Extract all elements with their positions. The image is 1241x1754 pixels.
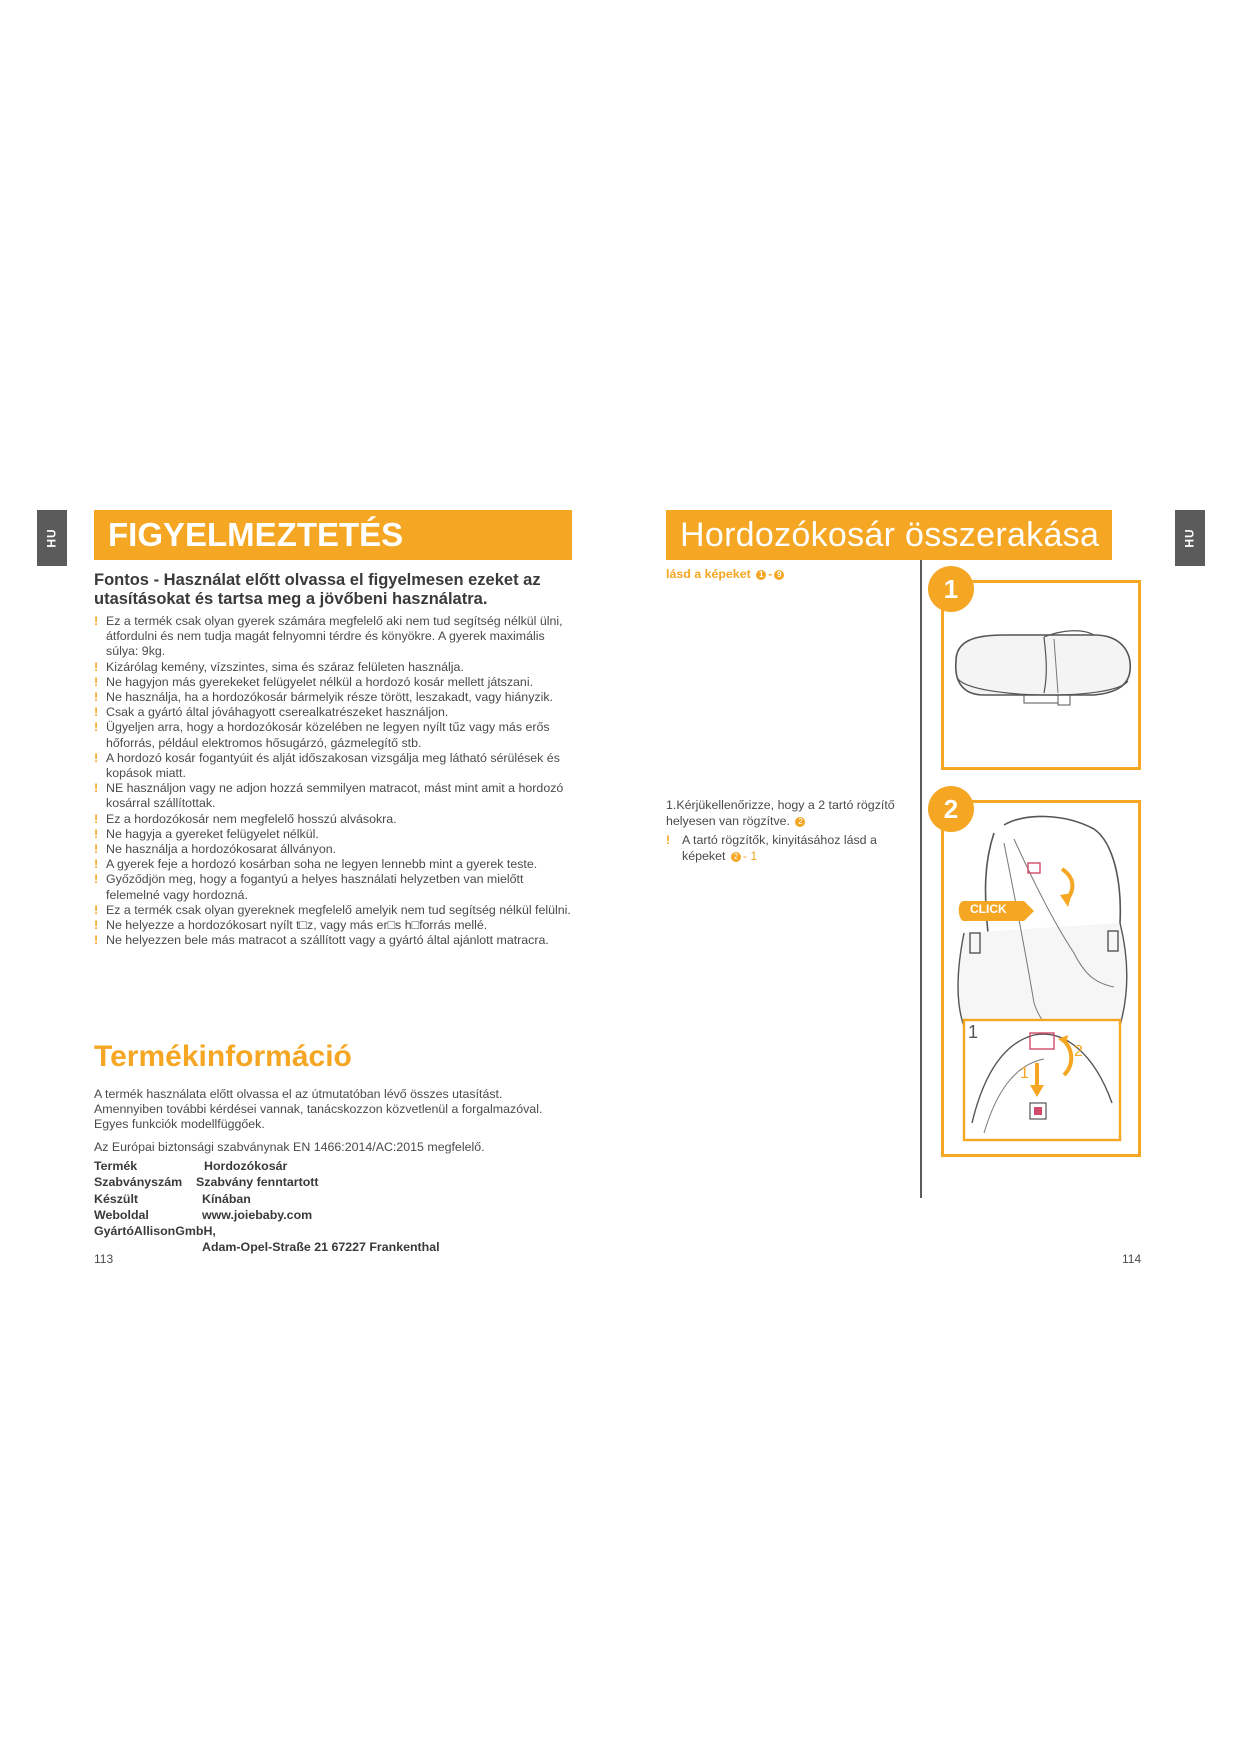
warning-mark-icon: ! [94,933,99,948]
warning-mark-icon: ! [666,833,671,847]
warning-item [94,857,574,872]
handle-lock-illustration [944,803,1138,1154]
figure-2-number: 2 [928,786,974,832]
spec-value: www.joiebaby.com [202,1207,313,1222]
spec-label: Szabványszám [94,1175,183,1190]
language-tab-right: HU [1175,510,1205,566]
warning-text: Ne helyezze a hordozókosart nyílt t□z, vagy más er□s h□forrás mellé. [106,918,488,933]
assembly-banner: Hordozókosár összerakása [666,510,1112,560]
carrycot-illustration [944,583,1138,767]
warning-mark-icon: ! [94,811,99,826]
warning-text: Ne hagyja a gyereket felügyelet nélkül. [106,826,319,841]
warning-text: Ez a termék csak olyan gyerek számára megfelelő aki nem tud segítség nélkül ülni, átfordulni és nem tudja magát felnyomni térdre és könyökre. A gyerek maximális súlya: 9kg. [106,614,563,659]
step-1-text: 1.Kérjükellenőrizze, hogy a 2 tartó rögzítő helyesen van rögzítve. [666,798,895,828]
warning-item [94,872,574,902]
warning-mark-icon: ! [94,872,99,887]
ref-dot-to: 9 [774,570,784,580]
inset-label-c: 2 [1074,1043,1083,1060]
warning-item [94,751,574,781]
warning-mark-icon: ! [94,918,99,933]
warning-item [94,675,574,690]
inset-label-b: 1 [1020,1065,1029,1082]
product-info-title: Termékinformáció [94,1040,352,1073]
warning-mark-icon: ! [94,720,99,735]
warning-mark-icon: ! [94,781,99,796]
warning-item [94,690,574,705]
warning-mark-icon: ! [94,857,99,872]
spec-label: Készült [94,1191,139,1206]
page-number-right: 114 [1122,1252,1142,1266]
column-divider [920,560,922,1198]
warning-text: NE használjon vagy ne adjon hozzá semmilyen matracot, mást mint amit a hordozó kosárral szállítottak. [106,781,564,811]
click-label: CLICK [970,902,1007,916]
step-1-dot: 2 [795,817,805,827]
language-tab-left: HU [37,510,67,566]
warning-mark-icon: ! [94,902,99,917]
assembly-step-1 [666,797,906,864]
warning-text: Ne hagyjon más gyerekeket felügyelet nélkül a hordozó kosár mellett játszani. [106,674,534,689]
warning-item [94,827,574,842]
warning-item [94,842,574,857]
warning-item [94,614,574,660]
warning-text: Ez a hordozókosár nem megfelelő hosszú alvásokra. [106,811,397,826]
inset-label-a: 1 [968,1022,979,1042]
warning-text: Csak a gyártó által jóváhagyott cserealkatrészeket használjon. [106,705,449,720]
warning-list [94,614,574,948]
spec-value: Adam-Opel-Straße 21 67227 Frankenthal [202,1240,440,1255]
warning-item [94,812,574,827]
warning-mark-icon: ! [94,826,99,841]
warning-mark-icon: ! [94,614,99,628]
warning-item [94,720,574,750]
spec-value: Kínában [202,1191,251,1206]
warning-text: A gyerek feje a hordozó kosárban soha ne legyen lennebb mint a gyerek teste. [106,857,538,872]
see-ref-text: lásd a képeket [666,567,751,581]
ref-separator: - [768,567,773,581]
warning-text: Győződjön meg, hogy a fogantyú a helyes használati helyzetben van mielőtt felemelné vagy hordozná. [106,872,524,902]
warning-banner: FIGYELMEZTETÉS [94,510,572,560]
product-info-paragraph: A termék használata előtt olvassa el az útmutatóban lévő összes utasítást. Amennyiben további kérdései vannak, tanácskozzon közvetlenül a forgalmazóval. Egyes funkciók modellfüggőek. [94,1087,543,1132]
warning-text: Kizárólag kemény, vízszintes, sima és száraz felületen használja. [106,659,464,674]
warning-text: Ügyeljen arra, hogy a hordozókosár közelében ne legyen nyílt tűz vagy más erős hőforrás, például elektromos hősugárzó, gázmelegítő stb. [106,720,550,750]
spec-label: Weboldal [94,1207,149,1222]
warning-text: Ez a termék csak olyan gyereknek megfelelő amelyik nem tud segítség nélkül felülni. [106,902,571,917]
standard-compliance-text: Az Európai biztonsági szabványnak EN 1466:2014/AC:2015 megfelelő. [94,1140,485,1154]
warning-item [94,781,574,811]
warning-mark-icon: ! [94,659,99,674]
warning-text: Ne használja a hordozókosarat állványon. [106,842,337,857]
warning-item [94,918,574,933]
step-1-note [666,832,906,864]
warning-mark-icon: ! [94,690,99,705]
spec-label: GyártóAllisonGmbH, [94,1224,216,1239]
ref-dot-from: 1 [756,570,766,580]
warning-item [94,705,574,720]
warning-text: A hordozó kosár fogantyúit és alját időszakosan vizsgálja meg látható sérülések és kopások miatt. [106,750,560,781]
warning-mark-icon: ! [94,750,99,765]
spec-value: Hordozókosár [204,1159,288,1173]
warning-item [94,903,574,918]
figure-2-frame [941,800,1141,1157]
page-number-left: 113 [94,1252,114,1266]
figure-1-frame [941,580,1141,770]
spec-label: Termék [94,1159,138,1173]
step-1-note-suffix: - 1 [742,849,758,863]
warning-mark-icon: ! [94,674,99,689]
step-1-note-dot: 2 [731,852,741,862]
see-pictures-reference [666,567,786,581]
warning-item [94,933,574,948]
step-1-text-wrap [666,797,906,829]
warning-subheading: Fontos - Használat előtt olvassa el figyelmesen ezeket az utasításokat és tartsa meg a jövőbeni használatra. [94,571,541,608]
warning-text: Ne használja, ha a hordozókosár bármelyik része törött, leszakadt, vagy hiányzik. [106,690,553,705]
step-1-note-text: A tartó rögzítők, kinyitásához lásd a képeket [682,833,877,863]
warning-mark-icon: ! [94,705,99,720]
spec-value: Szabvány fenntartott [196,1175,319,1190]
warning-item [94,660,574,675]
figure-1-number: 1 [928,566,974,612]
warning-text: Ne helyezzen bele más matracot a szállított vagy a gyártó által ajánlott matracra. [106,933,549,948]
warning-mark-icon: ! [94,842,99,857]
